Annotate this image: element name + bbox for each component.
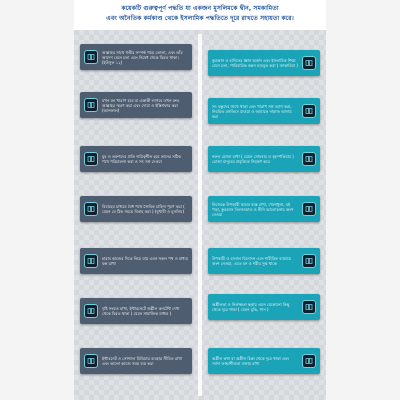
right-card-4	[208, 196, 320, 222]
right-card-text: কুরআন ও হাদিসের জ্ঞান অর্জন এবং ইসলামিক শিক্ষা মেনে চলা, পারিবারিক বন্ধন মজবুত করা ( জাকারিয়া )	[212, 58, 298, 68]
book-icon	[302, 56, 316, 70]
book-icon	[302, 202, 316, 216]
book-icon	[84, 50, 98, 64]
right-card-1	[208, 50, 320, 76]
left-card-text: যখন মন খারাপ হবে বা একাকী লাগবে তখন দ্রুত আল্লাহর স্মরণ করা এবং দোয়া ও ইস্তিগফার করা (আনফাল)	[102, 97, 180, 113]
book-icon	[84, 254, 98, 268]
right-card-text: অশ্লীল কথা বা অশ্লীল চিন্তা থেকে দূরে থাকা এবং সর্বদা লজ্জাশীলতা বজায় রাখা	[212, 356, 289, 366]
header-line-1: কয়েকটি গুরুত্বপূর্ণ পদ্ধতি যা একজন মুসলিমকে দ্বীন, সমকামিতা	[121, 5, 279, 12]
right-card-5	[208, 248, 320, 274]
center-divider	[198, 34, 202, 396]
right-card-text: অশ্লীলতা ও নির্লজ্জতা ছড়ায় এমন যেকোনো কিছু থেকে দূরে থাকা ( যেমন মুভি, গান )	[212, 302, 290, 312]
right-card-3	[208, 146, 320, 172]
book-icon	[302, 300, 316, 314]
infographic-poster	[74, 0, 326, 400]
book-icon	[302, 152, 316, 166]
left-card-4	[80, 196, 192, 222]
left-card-text: আল্লাহর সাথে গভীর সম্পর্ক গড়ে তোলা, এবং তাঁর আদেশ মেনে চলা এবং নিষেধ থেকে বিরত থাকা। (ইউসুফ ১২)	[102, 49, 183, 65]
right-card-2	[208, 98, 320, 124]
right-card-text: নিজেকে উপকারী কাজে ব্যস্ত রাখা, খেলাধুলা, বই পড়া, কুরআন তিলাওয়াত ও দ্বীনি আলোচনায় অংশ নেওয়া	[212, 201, 294, 217]
book-icon	[84, 304, 98, 318]
book-icon	[302, 354, 316, 368]
left-card-7	[80, 348, 192, 374]
right-card-text: উপকারী ও হালাল বিনোদন এবং শারীরিক ব্যায়ামে অংশ নেওয়া, এতে মন ও শরীর সুস্থ থাকে	[212, 256, 291, 266]
left-card-text: ইন্টারনেট ও সোশ্যাল মিডিয়ার ব্যবহার সীমিত রাখা এবং ভালো কাজে সময় ব্যয় করা	[102, 356, 182, 366]
book-icon	[84, 152, 98, 166]
left-card-6	[80, 298, 192, 324]
book-icon	[84, 98, 98, 112]
left-card-text: দৃষ্টি সংযত রাখা, ইন্টারনেটে অশ্লীল কনটেন্ট দেখা থেকে বিরত থাকা ( যেমন সামাজিক মাধ্যম )	[102, 306, 180, 316]
book-icon	[84, 354, 98, 368]
book-icon	[84, 202, 98, 216]
left-card-1	[80, 44, 192, 70]
left-card-text: যুব ও তরুণদের প্রতি দায়িত্বশীল হয়ে তাদের সঠিক পথে পরিচালনা করা ও সৎ সঙ্গ দেওয়া	[102, 154, 181, 164]
left-card-2	[80, 92, 192, 118]
header-line-2: এবং অনৈতিক কর্মকাণ্ড থেকে ইসলামিক পদ্ধতিতে দূরে রাখতে সহায়তা করে।	[106, 15, 294, 22]
left-card-text: বিবাহের মাধ্যমে বৈধ পথে জৈবিক চাহিদা পূরণ করা ( যেমন যে ঠিক সময়ে বিবাহ করা ) (বুখারী ও মুসলিম)	[102, 204, 185, 214]
left-card-5	[80, 248, 192, 274]
poster-header	[74, 0, 326, 30]
book-icon	[302, 104, 316, 118]
right-card-text: সৎ বন্ধুদের সাথে থাকা এবং খারাপ সঙ্গ ত্যাগ করা, নিয়মিত মসজিদে যাওয়া ও জামাতে নামাজ আদায় করা	[212, 103, 292, 119]
right-card-6	[208, 294, 320, 320]
right-card-7	[208, 348, 320, 374]
left-card-3	[80, 146, 192, 172]
book-icon	[302, 254, 316, 268]
left-card-text: হারাম কাজের দিকে নিয়ে যায় এমন সকল পথ ও মাধ্যম বন্ধ রাখা	[102, 256, 188, 266]
right-card-text: নফল রোজা রাখা ( যেমন সোমবার ও বৃহস্পতিবার ) রোজা মানুষের প্রবৃত্তিকে নিয়ন্ত্রণ করে	[212, 154, 294, 164]
